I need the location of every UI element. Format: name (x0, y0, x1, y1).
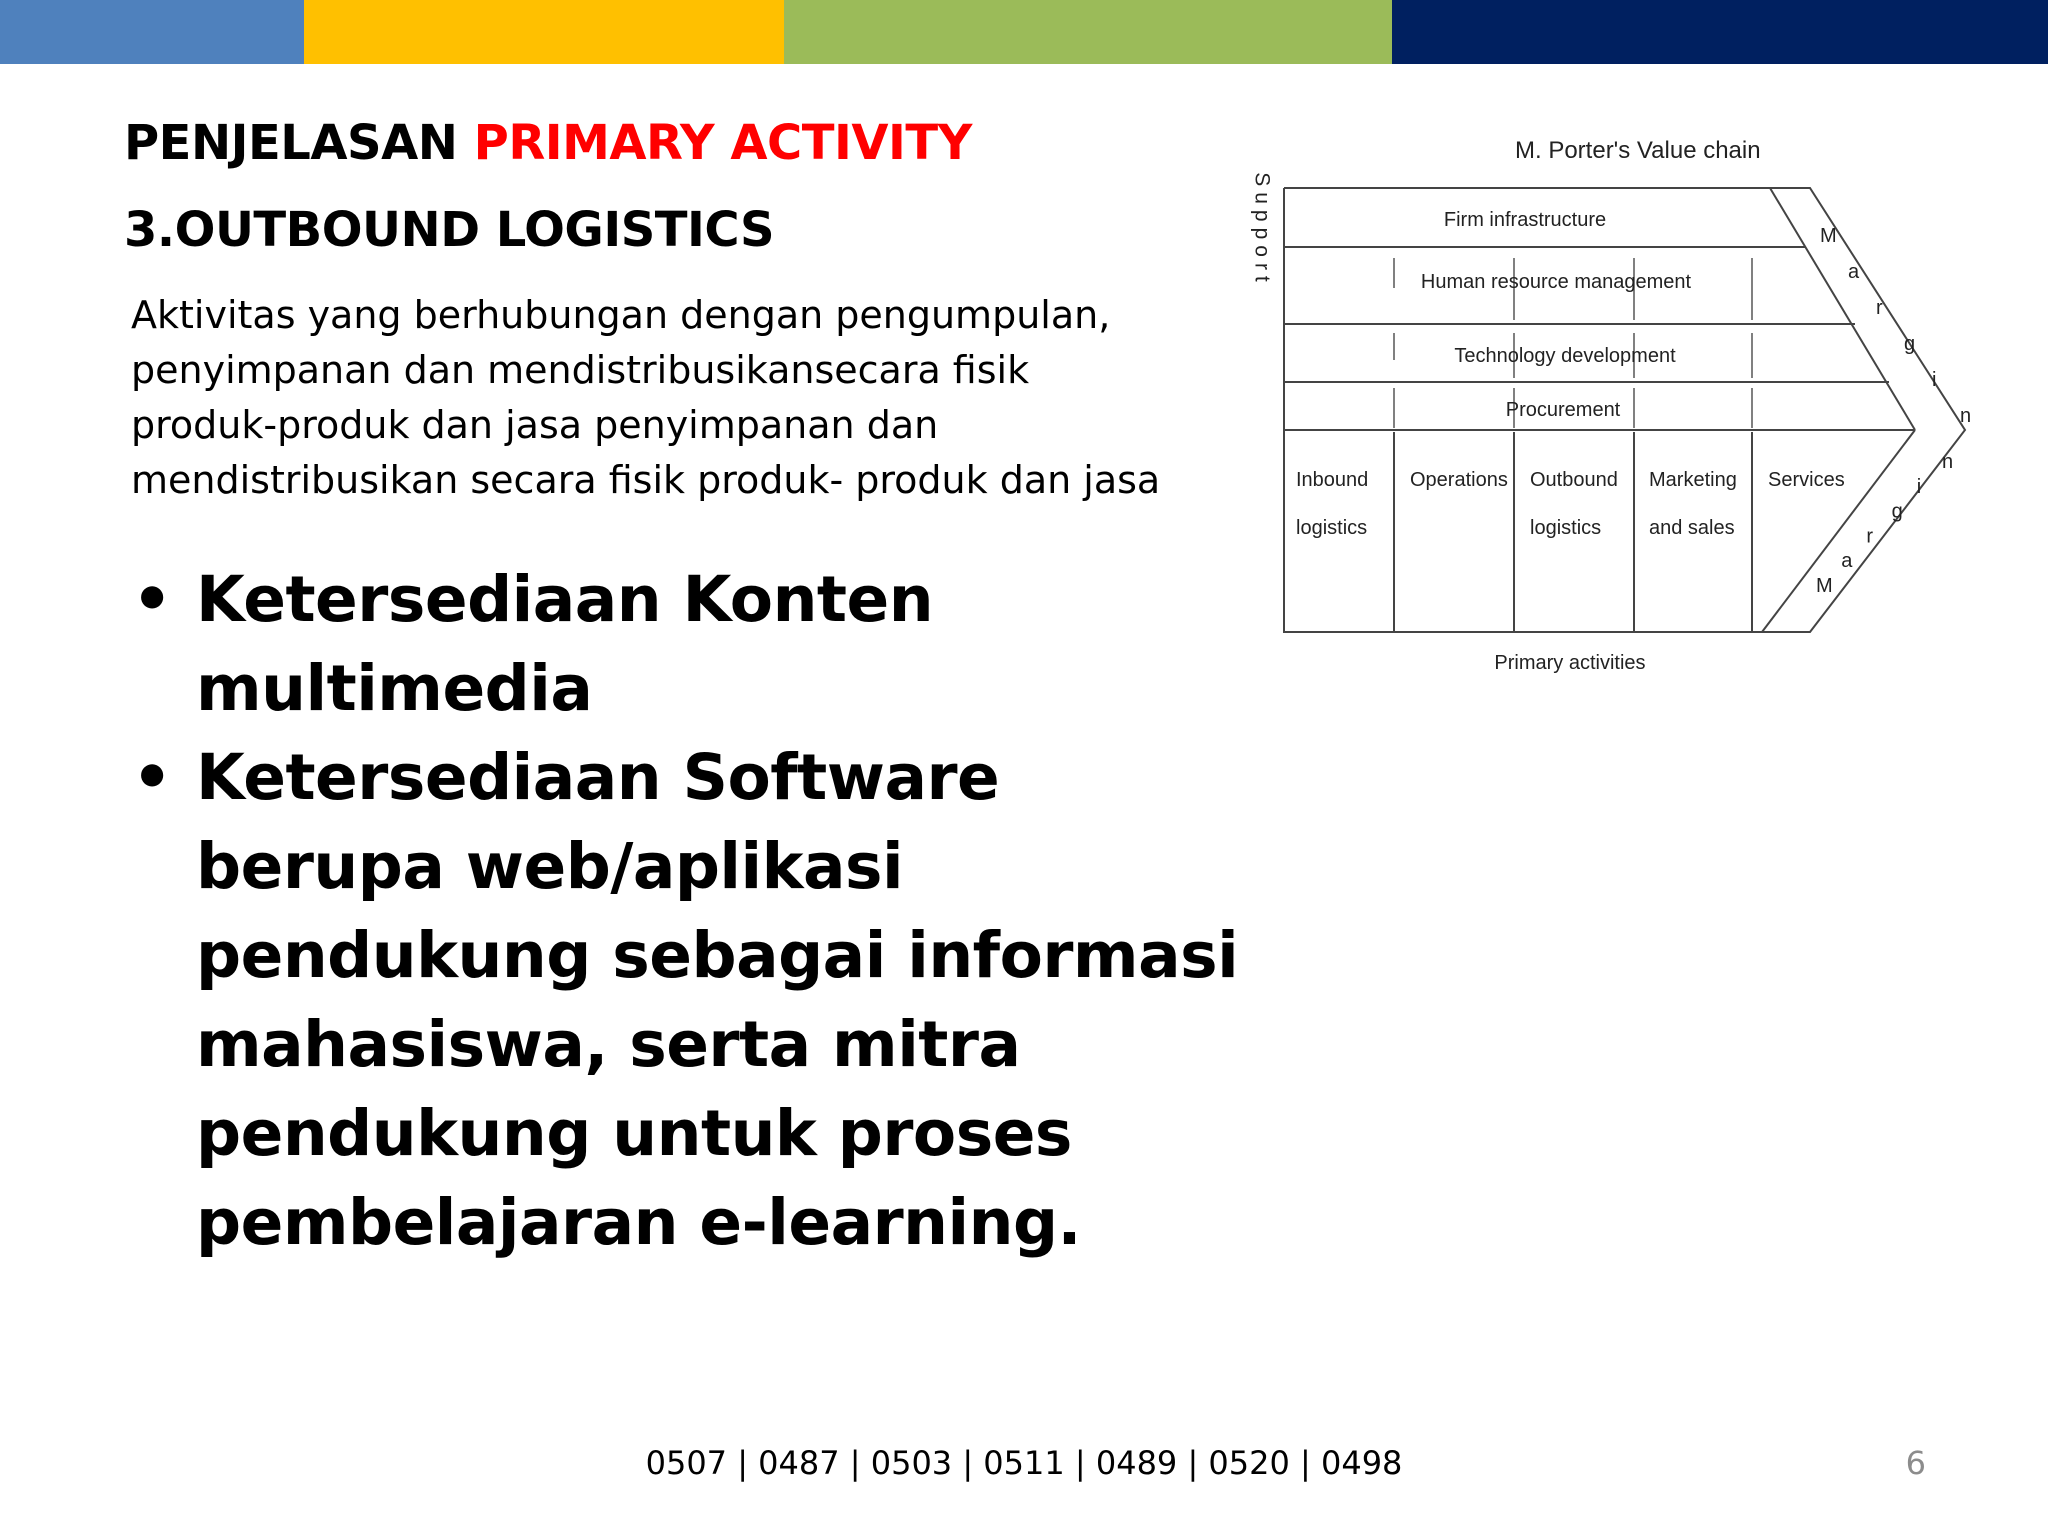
description-paragraph: Aktivitas yang berhubungan dengan pengumpulan, penyimpanan dan mendistribusikansecara fisik produk-produk dan jasa penyimpanan dan mendistribusikan secara fisik produk- produk dan jasa (131, 293, 1161, 502)
margin-letter: r (1876, 297, 1883, 319)
diagram-outline (1284, 188, 1965, 632)
margin-letter: a (1841, 550, 1853, 573)
bullet-item (132, 555, 1252, 733)
value-chain-diagram (1240, 120, 1980, 690)
heading-highlight: PRIMARY ACTIVITY (473, 115, 972, 171)
footer-codes: 0507 | 0487 | 0503 | 0511 | 0489 | 0520 | 0498 (645, 1444, 1403, 1482)
primary-activity-inbound-line2: logistics (1296, 517, 1368, 539)
support-vertical-label: Support (1250, 172, 1274, 288)
primary-activity-inbound-line1: Inbound (1296, 469, 1369, 491)
bullet-icon: • (132, 563, 172, 636)
bullet-text: Ketersediaan Software berupa web/aplikasi pendukung sebagai informasi mahasiswa, serta mitra pendukung untuk proses pembelajaran e-learning. (196, 741, 1239, 1259)
diagram-caption: Primary activities (1494, 652, 1646, 674)
primary-activity-marketing-line2: and sales (1649, 517, 1735, 539)
margin-letter: r (1866, 525, 1874, 548)
primary-activity-marketing-line1: Marketing (1649, 469, 1737, 491)
primary-activity-outbound-line2: logistics (1530, 517, 1602, 539)
top-color-bar (0, 0, 2048, 64)
top-bar-segment-navy (1392, 0, 2048, 64)
top-bar-segment-blue (0, 0, 304, 64)
bullet-text: Ketersediaan Konten multimedia (196, 563, 934, 725)
primary-activity-services: Services (1768, 469, 1845, 491)
margin-letter: g (1891, 500, 1903, 523)
bullet-icon: • (132, 741, 172, 814)
top-bar-segment-yellow (304, 0, 784, 64)
support-activity-procurement: Procurement (1505, 399, 1621, 421)
page-number: 6 (1905, 1444, 1926, 1482)
margin-letter: M (1820, 225, 1837, 247)
diagram-title: M. Porter's Value chain (1515, 137, 1761, 164)
support-activity-hrm: Human resource management (1420, 271, 1692, 293)
heading-prefix: PENJELASAN (124, 115, 458, 171)
margin-letter: a (1848, 261, 1860, 283)
bullet-list (132, 555, 1252, 1267)
margin-letter: g (1904, 333, 1916, 355)
margin-letter: M (1816, 575, 1833, 597)
support-activity-firm-infrastructure: Firm infrastructure (1443, 209, 1607, 231)
support-activity-technology: Technology development (1454, 345, 1676, 367)
margin-letter: n (1960, 405, 1972, 427)
primary-activity-outbound-line1: Outbound (1530, 469, 1618, 491)
margin-letter: n (1942, 451, 1954, 473)
slide-subheading: 3.OUTBOUND LOGISTICS (124, 202, 775, 258)
top-bar-segment-green (784, 0, 1392, 64)
margin-letter: i (1932, 369, 1937, 391)
margin-letter: i (1916, 475, 1922, 498)
slide-heading (124, 115, 972, 171)
bullet-item (132, 733, 1252, 1267)
primary-activity-operations: Operations (1410, 469, 1508, 491)
description-text (131, 288, 1161, 508)
